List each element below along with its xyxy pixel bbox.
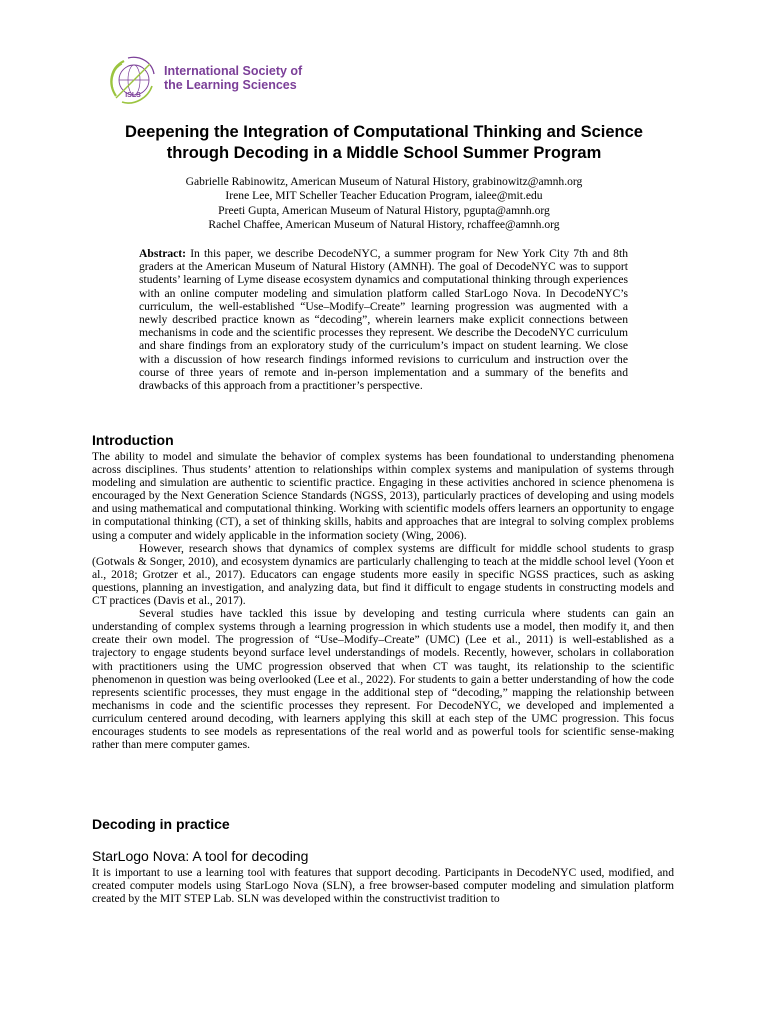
introduction-heading: Introduction bbox=[92, 432, 174, 448]
decoding-body bbox=[92, 866, 674, 905]
abstract bbox=[139, 247, 628, 392]
society-name-line1: International Society of bbox=[164, 64, 303, 78]
paragraph: However, research shows that dynamics of complex systems are difficult for middle school students to grasp (Gotwals & Songer, 2010), and ecosystem dynamics are particularly challenging to teach at the middle school level (Yoon et al., 2018; Grotzer et al., 2017). Educators can engage students more easily in specific NGSS practices, such as asking questions, planning an investigation, and analyzing data, but find it difficult to engage students in constructing models and CT practices (Davis et al., 2017). bbox=[92, 541, 674, 608]
paper-title-line1: Deepening the Integration of Computational Thinking and Science bbox=[125, 123, 643, 141]
introduction-body bbox=[92, 450, 674, 751]
author-line: Preeti Gupta, American Museum of Natural History, pgupta@amnh.org bbox=[218, 203, 550, 217]
author-line: Irene Lee, MIT Scheller Teacher Education Program, ialee@mit.edu bbox=[225, 189, 543, 203]
isls-globe-icon bbox=[104, 52, 160, 108]
paragraph: The ability to model and simulate the behavior of complex systems has been foundational to understanding phenomena across disciplines. Thus students’ attention to relationships within complex systems and manipulation of systems through modeling and simulation are authentic to scientific practice. Engaging in these activities anchored in science phenomena is encouraged by the Next Generation Science Standards (NGSS, 2013), particularly practices of developing and using models and using mathematical and computational thinking. Working with scientific models offers learners an opportunity to engage in computational thinking (CT), a set of thinking skills, habits and approaches that are integral to solving complex problems using a computer and widely applicable in the information society (Wing, 2006). bbox=[92, 450, 674, 542]
paragraph: It is important to use a learning tool with features that support decoding. Participants in DecodeNYC used, modified, and created computer models using StarLogo Nova (SLN), a free browser-based computer modeling and simulation platform created by the MIT STEP Lab. SLN was developed within the constructivist tradition to bbox=[92, 866, 674, 906]
isls-logo bbox=[104, 52, 314, 108]
paragraph: Several studies have tackled this issue by developing and testing curricula where students can gain an understanding of complex systems through a learning progression in which students use a model, then modify it, and then create their own model. The progression of “Use–Modify–Create” (UMC) (Lee et al., 2011) is well-established as a trajectory to engage students beyond surface level understandings of models. Recently, however, scholars in collaboration with practitioners using the UMC progression observed that when CT was taught, its relationship to the scientific phenomenon in question was being overlooked (Lee et al., 2022). For students to gain a better understanding of how the code represents scientific processes, they must engage in the additional step of “decoding,” mapping the relationship between mechanisms in code and the scientific processes they represent. For DecodeNYC, we developed and implemented a curriculum centered around decoding, with learners applying this skill at each step of the UMC progression. This focus encourages students to see models as representations of the real world and as powerful tools for scientific sense-making rather than mere computer games. bbox=[92, 607, 674, 752]
society-name bbox=[164, 64, 302, 92]
logo-abbrev: ISLS bbox=[125, 92, 141, 99]
starlogo-subheading: StarLogo Nova: A tool for decoding bbox=[92, 848, 309, 864]
paper-title-line2: through Decoding in a Middle School Summer Program bbox=[166, 144, 602, 162]
author-list bbox=[80, 175, 688, 232]
paper-title bbox=[80, 122, 688, 164]
society-name-line2: the Learning Sciences bbox=[164, 78, 297, 92]
author-line: Rachel Chaffee, American Museum of Natural History, rchaffee@amnh.org bbox=[208, 217, 560, 231]
abstract-label: Abstract: bbox=[139, 247, 187, 260]
decoding-heading: Decoding in practice bbox=[92, 816, 230, 832]
abstract-text: In this paper, we describe DecodeNYC, a summer program for New York City 7th and 8th graders at the American Museum of Natural History (AMNH). The goal of DecodeNYC was to support students’ learning of Lyme disease ecosystem dynamics and computational thinking through experiences with an online computer modeling and simulation platform called StarLogo Nova. In DecodeNYC’s curriculum, the well-established “Use–Modify–Create” learning progression was augmented with a newly described practice known as “decoding”, wherein learners make explicit connections between mechanisms in code and the scientific processes they represent. We describe the DecodeNYC curriculum and share findings from an exploratory study of the curriculum’s impact on student learning. We close with a discussion of how research findings informed revisions to curriculum and instruction over the course of three years of remote and in-person implementation and a summary of the benefits and drawbacks of this approach from a practitioner’s perspective. bbox=[139, 247, 628, 393]
author-line: Gabrielle Rabinowitz, American Museum of Natural History, grabinowitz@amnh.org bbox=[185, 175, 583, 188]
